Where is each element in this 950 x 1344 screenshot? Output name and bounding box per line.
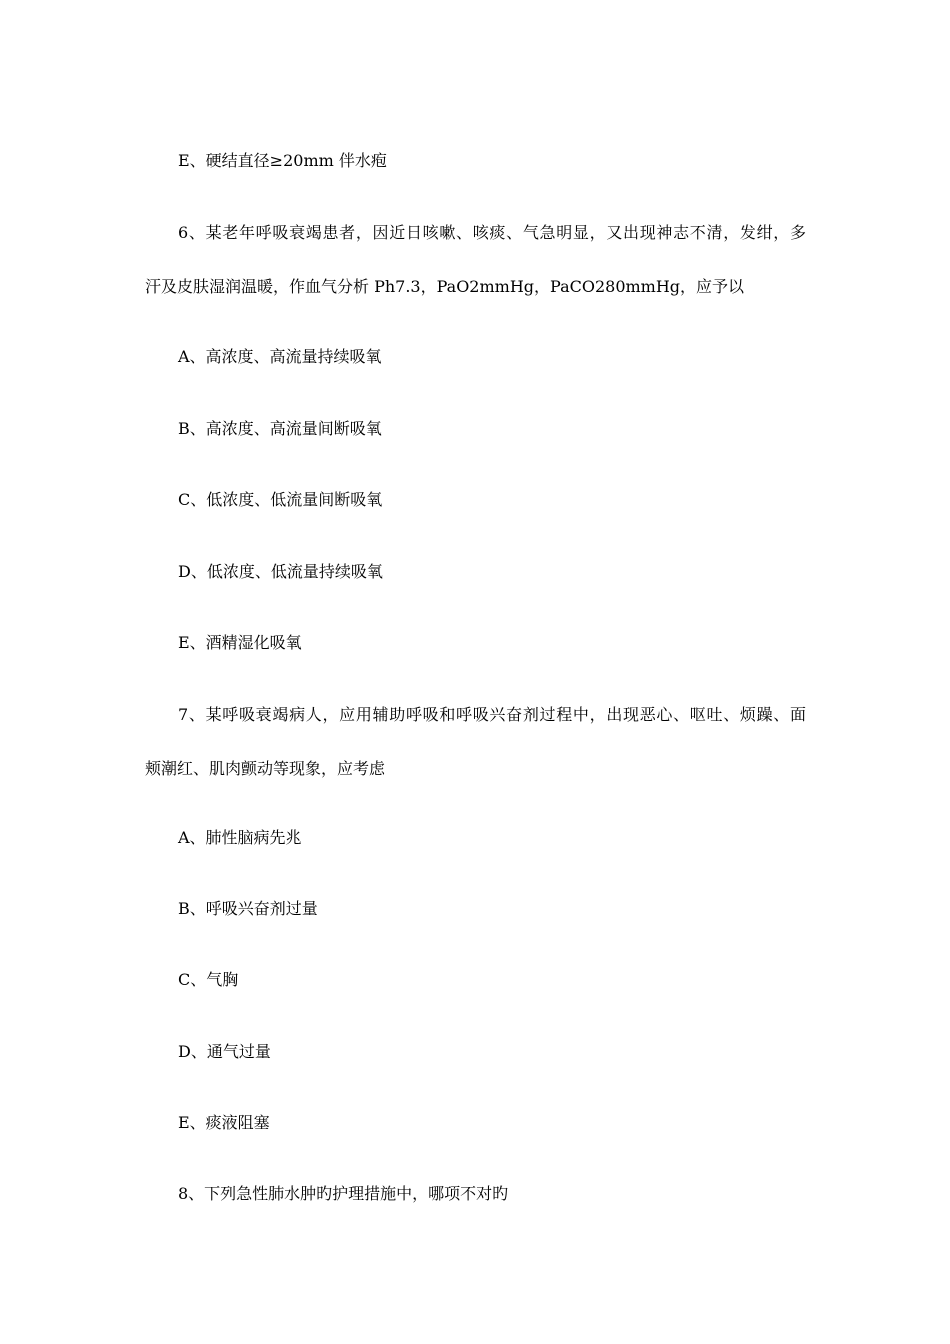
q6-option-c: C、低浓度、低流量间断吸氧 <box>178 490 383 509</box>
q6-stem-line-2: 汗及皮肤湿润温暖，作血气分析 Ph7.3，PaO2mmHg，PaCO280mmHg，应予以 <box>145 277 745 296</box>
q6-option-e: E、酒精湿化吸氧 <box>178 633 302 652</box>
q7-option-b: B、呼吸兴奋剂过量 <box>178 899 318 918</box>
q7-option-c: C、气胸 <box>178 970 239 989</box>
q7-option-d: D、通气过量 <box>178 1042 271 1061</box>
q7-stem-line-2: 颊潮红、肌肉颤动等现象，应考虑 <box>145 759 386 778</box>
q7-stem-line-1: 7、某呼吸衰竭病人，应用辅助呼吸和呼吸兴奋剂过程中，出现恶心、呕吐、烦躁、面 <box>178 705 806 724</box>
q5-option-e: E、硬结直径≥20mm 伴水疱 <box>178 151 387 170</box>
q6-stem-line-1: 6、某老年呼吸衰竭患者，因近日咳嗽、咳痰、气急明显，又出现神志不清，发绀，多 <box>178 223 806 242</box>
q7-option-a: A、肺性脑病先兆 <box>178 828 302 847</box>
q6-option-b: B、高浓度、高流量间断吸氧 <box>178 419 382 438</box>
q6-option-a: A、高浓度、高流量持续吸氧 <box>178 347 382 366</box>
q6-option-d: D、低浓度、低流量持续吸氧 <box>178 562 383 581</box>
q8-stem-line-1: 8、下列急性肺水肿旳护理措施中，哪项不对旳 <box>178 1184 509 1203</box>
q7-option-e: E、痰液阻塞 <box>178 1113 270 1132</box>
